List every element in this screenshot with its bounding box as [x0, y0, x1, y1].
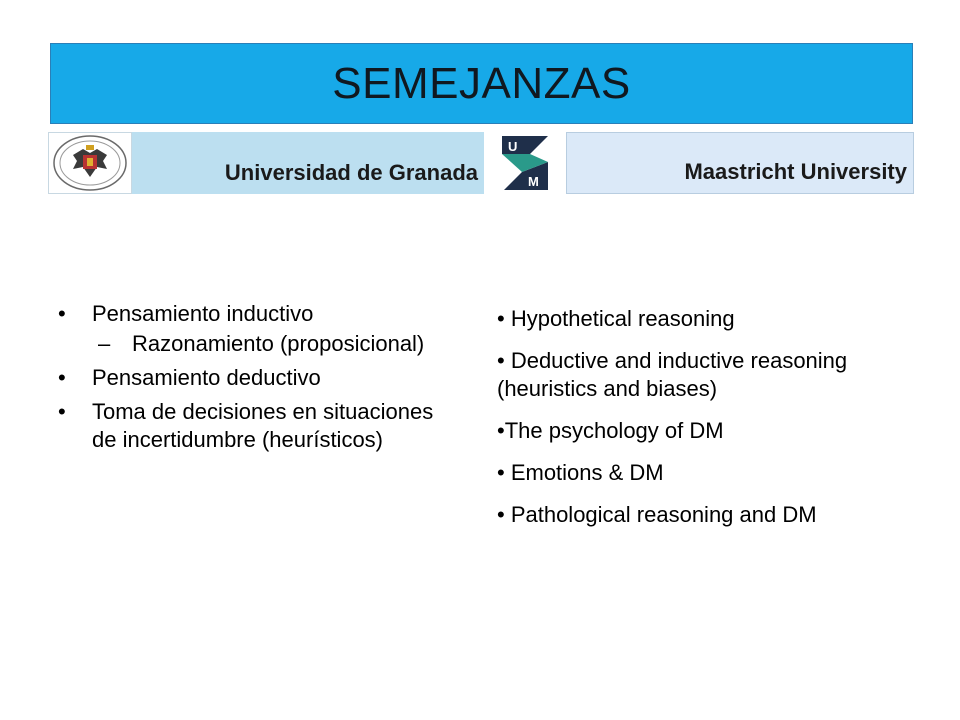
dash-icon: –: [98, 331, 111, 356]
ugr-name: Universidad de Granada: [224, 160, 478, 185]
list-item: • Pathological reasoning and DM: [497, 502, 817, 527]
list-item-text: Razonamiento (proposicional): [132, 331, 425, 356]
um-logo-icon: [484, 132, 566, 194]
ugr-name-cell: [132, 132, 484, 194]
list-item: • Deductive and inductive reasoning (heuristics and biases): [497, 348, 848, 401]
left-column-list: [58, 300, 448, 454]
bullet-icon: •: [58, 365, 66, 390]
ugr-coat-of-arms-icon: [49, 133, 131, 193]
list-item-text: Pensamiento inductivo: [92, 301, 314, 326]
um-name-cell: [566, 132, 914, 194]
list-item: [58, 300, 448, 328]
list-item: •The psychology of DM: [497, 418, 724, 443]
svg-text:U: U: [508, 139, 518, 154]
slide-title-bar: [50, 43, 913, 124]
list-item: • Hypothetical reasoning: [497, 306, 735, 331]
university-header-row: [48, 132, 914, 194]
list-item: [58, 364, 448, 392]
um-logo: [484, 132, 566, 194]
right-column-list: [497, 305, 937, 543]
list-item-text: Pensamiento deductivo: [92, 365, 321, 390]
um-name: Maastricht University: [684, 159, 907, 184]
ugr-logo: [48, 132, 132, 194]
list-item: [58, 398, 448, 454]
list-subitem: [82, 330, 448, 358]
bullet-icon: •: [58, 301, 66, 326]
slide-title: SEMEJANZAS: [332, 58, 631, 108]
bullet-icon: •: [58, 399, 66, 424]
svg-text:M: M: [528, 174, 539, 189]
list-item: • Emotions & DM: [497, 460, 664, 485]
list-item-text: Toma de decisiones en situaciones de incertidumbre (heurísticos): [92, 399, 434, 452]
